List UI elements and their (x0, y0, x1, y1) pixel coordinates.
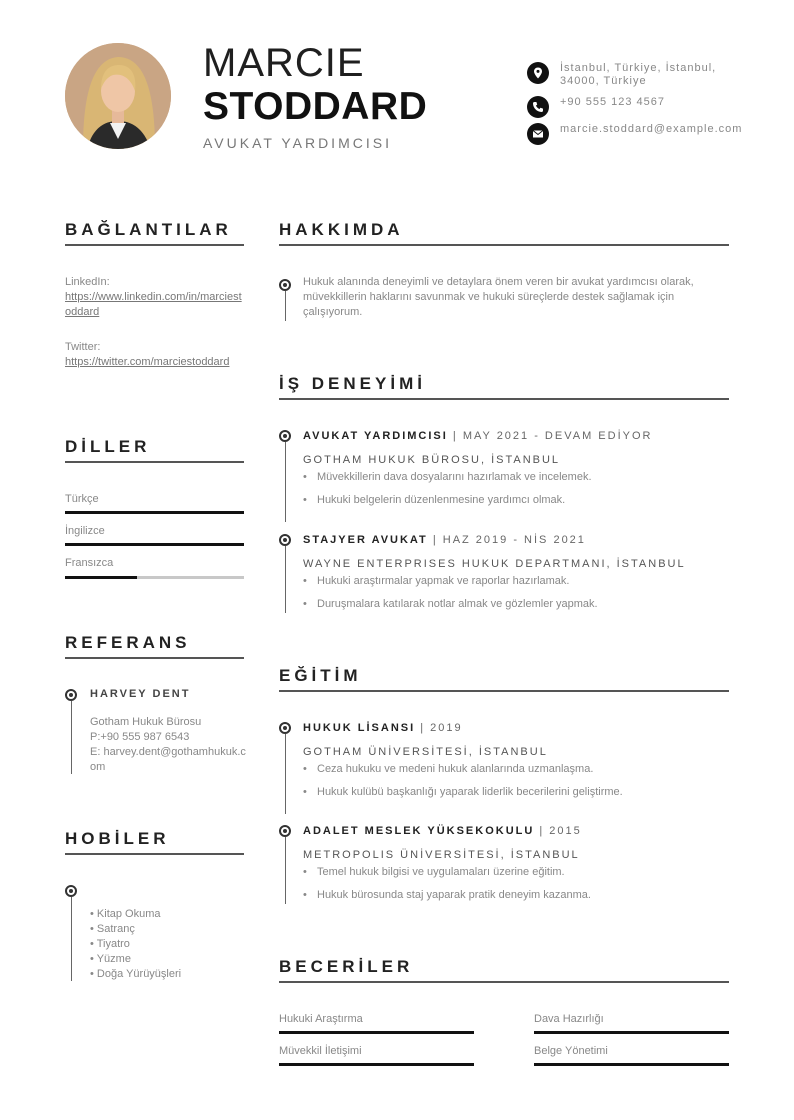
education-timeline (285, 837, 286, 904)
references-heading: REFERANS (65, 633, 244, 659)
reference-dot-icon (65, 689, 77, 701)
skill-label: Belge Yönetimi (534, 1045, 608, 1057)
hobby-item: • Doğa Yürüyüşleri (90, 968, 182, 980)
skill-bar (534, 1031, 729, 1034)
contact-location (527, 62, 730, 88)
reference-details (90, 715, 246, 775)
experience-header: AVUKAT YARDIMCISI | MAY 2021 - DEVAM EDİYOR (303, 430, 653, 442)
skill-label: Hukuki Araştırma (279, 1013, 363, 1025)
education-school: METROPOLIS ÜNİVERSİTESİ, İSTANBUL (303, 849, 580, 861)
experience-timeline (285, 546, 286, 613)
experience-header: STAJYER AVUKAT | HAZ 2019 - NİS 2021 (303, 534, 586, 546)
skill-bar (279, 1031, 474, 1034)
language-label: İngilizce (65, 525, 105, 537)
about-dot-icon (279, 279, 291, 291)
bullet-item: • Duruşmalara katılarak notlar almak ve gözlemler yapmak. (303, 598, 598, 621)
hobbies-timeline (71, 897, 72, 981)
reference-email: E: harvey.dent@gothamhukuk.com (90, 746, 246, 773)
education-header: HUKUK LİSANSI | 2019 (303, 722, 463, 734)
experience-bullets (303, 471, 592, 517)
education-dot-icon (279, 722, 291, 734)
bullet-item: • Ceza hukuku ve medeni hukuk alanlarında uzmanlaşma. (303, 763, 623, 786)
experience-bullets (303, 575, 598, 621)
experience-org: GOTHAM HUKUK BÜROSU, İSTANBUL (303, 454, 561, 466)
profile-photo-image (65, 43, 171, 149)
bullet-item: • Müvekkillerin dava dosyalarını hazırlamak ve incelemek. (303, 471, 592, 494)
language-label: Türkçe (65, 493, 99, 505)
education-timeline (285, 734, 286, 814)
education-bullets (303, 763, 623, 809)
about-timeline (285, 291, 286, 321)
hobby-item: • Satranç (90, 923, 135, 935)
hobbies-list (90, 907, 181, 982)
reference-timeline (71, 701, 72, 774)
contact-phone-text: +90 555 123 4567 (560, 96, 666, 108)
hobby-item: • Tiyatro (90, 938, 130, 950)
linkedin-label: LinkedIn: (65, 276, 110, 288)
bullet-item: • Temel hukuk bilgisi ve uygulamaları üzerine eğitim. (303, 866, 591, 889)
experience-dot-icon (279, 534, 291, 546)
experience-timeline (285, 442, 286, 522)
bullet-item: • Hukuki belgelerin düzenlenmesine yardımcı olmak. (303, 494, 592, 517)
experience-org: WAYNE ENTERPRISES HUKUK DEPARTMANI, İSTANBUL (303, 558, 686, 570)
language-bar (65, 511, 244, 514)
linkedin-link[interactable]: https://www.linkedin.com/in/marciestoddard (65, 291, 242, 318)
education-dot-icon (279, 825, 291, 837)
hobby-item: • Kitap Okuma (90, 908, 161, 920)
profile-photo (65, 43, 171, 149)
skills-heading: BECERİLER (279, 957, 729, 983)
contact-address: İstanbul, Türkiye, İstanbul, 34000, Türkiye (560, 62, 717, 87)
last-name: STODDARD (203, 85, 428, 128)
twitter-label: Twitter: (65, 341, 101, 353)
skill-bar (534, 1063, 729, 1066)
contact-email (527, 123, 743, 145)
contact-phone (527, 96, 730, 118)
education-school: GOTHAM ÜNİVERSİTESİ, İSTANBUL (303, 746, 548, 758)
contact-email-text: marcie.stoddard@example.com (560, 123, 743, 135)
language-bar (65, 543, 244, 546)
language-bar (65, 576, 244, 579)
hobbies-dot-icon (65, 885, 77, 897)
education-header: ADALET MESLEK YÜKSEKOKULU | 2015 (303, 825, 582, 837)
hobbies-heading: HOBİLER (65, 829, 244, 855)
hobby-item: • Yüzme (90, 953, 131, 965)
reference-company: Gotham Hukuk Bürosu (90, 716, 202, 728)
education-bullets (303, 866, 591, 912)
location-icon (527, 62, 549, 84)
about-heading: HAKKIMDA (279, 220, 729, 246)
experience-heading: İŞ DENEYİMİ (279, 374, 729, 400)
phone-icon (527, 96, 549, 118)
email-icon (527, 123, 549, 145)
skill-label: Dava Hazırlığı (534, 1013, 604, 1025)
language-label: Fransızca (65, 557, 114, 569)
bullet-item: • Hukuk kulübü başkanlığı yaparak liderlik becerilerini geliştirme. (303, 786, 623, 809)
twitter-block (65, 340, 245, 370)
bullet-item: • Hukuk bürosunda staj yaparak pratik deneyim kazanma. (303, 889, 591, 912)
education-heading: EĞİTİM (279, 666, 729, 692)
links-heading: BAĞLANTILAR (65, 220, 244, 246)
linkedin-block (65, 275, 245, 320)
reference-name: HARVEY DENT (90, 688, 191, 700)
languages-heading: DİLLER (65, 437, 244, 463)
about-text: Hukuk alanında deneyimli ve detaylara önem veren bir avukat yardımcısı olarak, müvekkillerin haklarını savunmak ve hukuki süreçlerde destek sağlamak için çalışıyorum. (303, 276, 694, 318)
experience-dot-icon (279, 430, 291, 442)
job-title: AVUKAT YARDIMCISI (203, 135, 392, 151)
skill-label: Müvekkil İletişimi (279, 1045, 362, 1057)
skill-bar (279, 1063, 474, 1066)
first-name: MARCIE (203, 41, 365, 85)
twitter-link[interactable]: https://twitter.com/marciestoddard (65, 356, 230, 368)
bullet-item: • Hukuki araştırmalar yapmak ve raporlar hazırlamak. (303, 575, 598, 598)
reference-phone: P:+90 555 987 6543 (90, 731, 190, 743)
